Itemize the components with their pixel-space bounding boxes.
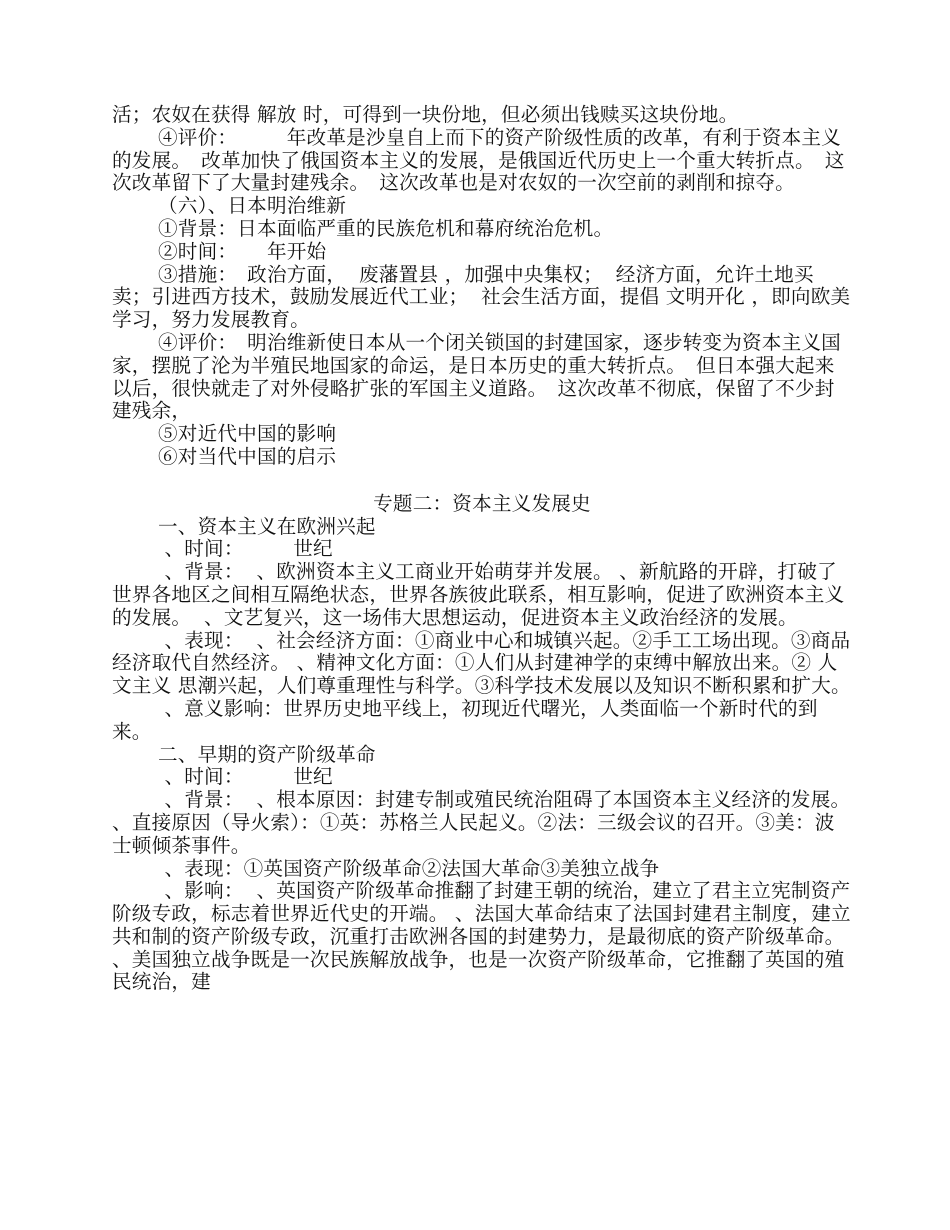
paragraph: 、背景： 、根本原因：封建专制或殖民统治阻碍了本国资本主义经济的发展。 、直接原因（导火索）：①英：苏格兰人民起义。②法：三级会议的召开。③美：波士顿倾茶事件。 — [112, 788, 864, 857]
paragraph: ④评价： 年改革是沙皇自上而下的资产阶级性质的改革，有利于资本主义的发展。 改革加快了俄国资本主义的发展，是俄国近代历史上一个重大转折点。 这次改革留下了大量封建残余。 这次改革也是对农奴的一次空前的剥削和掠夺。 — [112, 125, 845, 195]
paragraph: 、背景： 、欧洲资本主义工商业开始萌芽并发展。 、新航路的开辟，打破了世界各地区之间相互隔绝状态，世界各族彼此联系，相互影响，促进了欧洲资本主义的发展。 、文艺复兴，这一场伟大思想运动，促进资本主义政治经济的发展。 — [112, 560, 845, 629]
paragraph: ②时间： 年开始 — [158, 239, 327, 263]
paragraph: 、表现：①英国资产阶级革命②法国大革命③美独立战争 — [158, 856, 660, 880]
paragraph: 、时间： 世纪 — [158, 537, 333, 561]
paragraph: 、表现： 、社会经济方面：①商业中心和城镇兴起。②手工工场出现。③商品经济取代自然经济。 、精神文化方面：①人们从封建神学的束缚中解放出来。② 人文主义 思潮兴起，人们尊重理性与科学。③科学技术发展以及知识不断积累和扩大。 — [112, 628, 851, 698]
document-page — [112, 103, 864, 994]
paragraph: 、影响： 、英国资产阶级革命推翻了封建王朝的统治，建立了君主立宪制资产阶级专政，标志着世界近代史的开端。 、法国大革命结束了法国封建君主制度，建立共和制的资产阶级专政，沉重打击欧洲各国的封建势力，是最彻底的资产阶级革命。 、美国独立战争既是一次民族解放战争，也是一次资产阶级革命，它推翻了英国的殖民统治，建 — [112, 879, 851, 994]
section-heading: 二、早期的资产阶级革命 — [158, 742, 376, 766]
section-heading: （六）、日本明治维新 — [158, 194, 347, 218]
paragraph: ①背景：日本面临严重的民族危机和幕府统治危机。 — [158, 216, 614, 240]
paragraph: 活；农奴在获得 解放 时，可得到一块份地，但必须出钱赎买这块份地。 — [112, 103, 739, 126]
chapter-title: 专题二：资本主义发展史 — [373, 491, 591, 515]
section-heading: 一、资本主义在欧洲兴起 — [158, 514, 376, 538]
paragraph: 、时间： 世纪 — [158, 765, 333, 789]
paragraph: 、意义影响：世界历史地平线上，初现近代曙光，人类面临一个新时代的到来。 — [112, 696, 818, 743]
paragraph: ④评价： 明治维新使日本从一个闭关锁国的封建国家，逐步转变为资本主义国家，摆脱了沦为半殖民地国家的命运，是日本历史的重大转折点。 但日本强大起来以后，很快就走了对外侵略扩张的军国主义道路。 这次改革不彻底，保留了不少封建残余， — [112, 330, 841, 423]
paragraph: ③措施： 政治方面， 废藩置县 ，加强中央集权； 经济方面，允许土地买卖；引进西方技术，鼓励发展近代工业； 社会生活方面，提倡 文明开化 ，即向欧美学习，努力发展教育。 — [112, 262, 851, 332]
paragraph: ⑥对当代中国的启示 — [158, 444, 337, 468]
paragraph: ⑤对近代中国的影响 — [158, 422, 337, 446]
